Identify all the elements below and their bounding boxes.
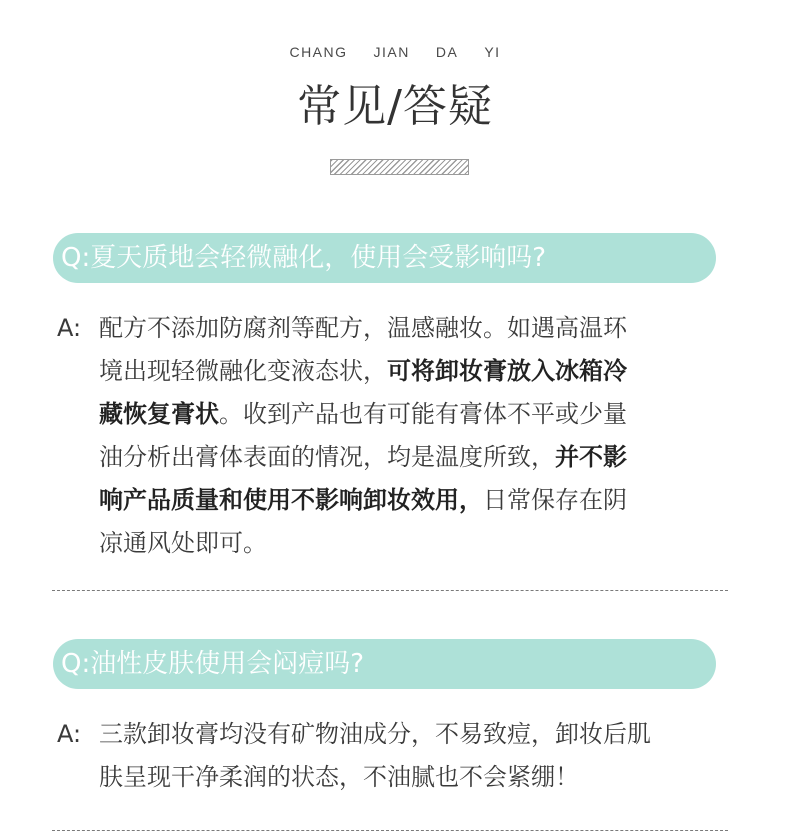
- answer-line: [99, 479, 739, 522]
- answer-text: 。收到产品也有可能有膏体不平或少量: [219, 400, 627, 428]
- answer-line: [99, 713, 739, 756]
- dashed-divider: [52, 830, 728, 831]
- answer-text: 配方不添加防腐剂等配方，温感融妆。如遇高温环: [99, 314, 627, 342]
- answer-emphasis: 响产品质量和使用不影响卸妆效用，: [99, 486, 483, 514]
- pinyin-word: CHANG: [289, 44, 348, 60]
- page-title: 常见/答疑: [297, 81, 493, 132]
- answer-text: 境出现轻微融化变液态状，: [99, 357, 387, 385]
- answer-emphasis: 并不影: [555, 443, 627, 471]
- answer-line: [99, 522, 739, 565]
- answer-label: A:: [57, 314, 82, 342]
- pinyin-word: JIAN: [373, 44, 410, 60]
- pinyin-word: DA: [435, 44, 459, 60]
- answer-line: [99, 393, 739, 436]
- answer-text: 日常保存在阴: [483, 486, 627, 514]
- answer-line: [99, 350, 739, 393]
- answer-text: 油分析出膏体表面的情况，均是温度所致，: [99, 443, 555, 471]
- answer-line: [99, 756, 739, 799]
- answer-text: 肤呈现干净柔润的状态，不油腻也不会紧绷！: [99, 763, 579, 791]
- dashed-divider: [52, 590, 728, 591]
- answer-body: [99, 307, 739, 565]
- answer-text: 凉通风处即可。: [99, 529, 267, 557]
- answer-label: A:: [57, 720, 82, 748]
- hatched-divider: [330, 159, 469, 175]
- faq-question-1: Q:夏天质地会轻微融化，使用会受影响吗?: [53, 233, 716, 283]
- answer-body: [99, 713, 739, 799]
- answer-text: 三款卸妆膏均没有矿物油成分，不易致痘，卸妆后肌: [99, 720, 651, 748]
- pinyin-word: YI: [484, 44, 501, 60]
- pinyin-subtitle: [0, 44, 790, 60]
- answer-emphasis: 藏恢复膏状: [99, 400, 219, 428]
- answer-line: [99, 436, 739, 479]
- answer-emphasis: 可将卸妆膏放入冰箱冷: [387, 357, 627, 385]
- answer-line: [99, 307, 739, 350]
- faq-question-2: Q:油性皮肤使用会闷痘吗?: [53, 639, 716, 689]
